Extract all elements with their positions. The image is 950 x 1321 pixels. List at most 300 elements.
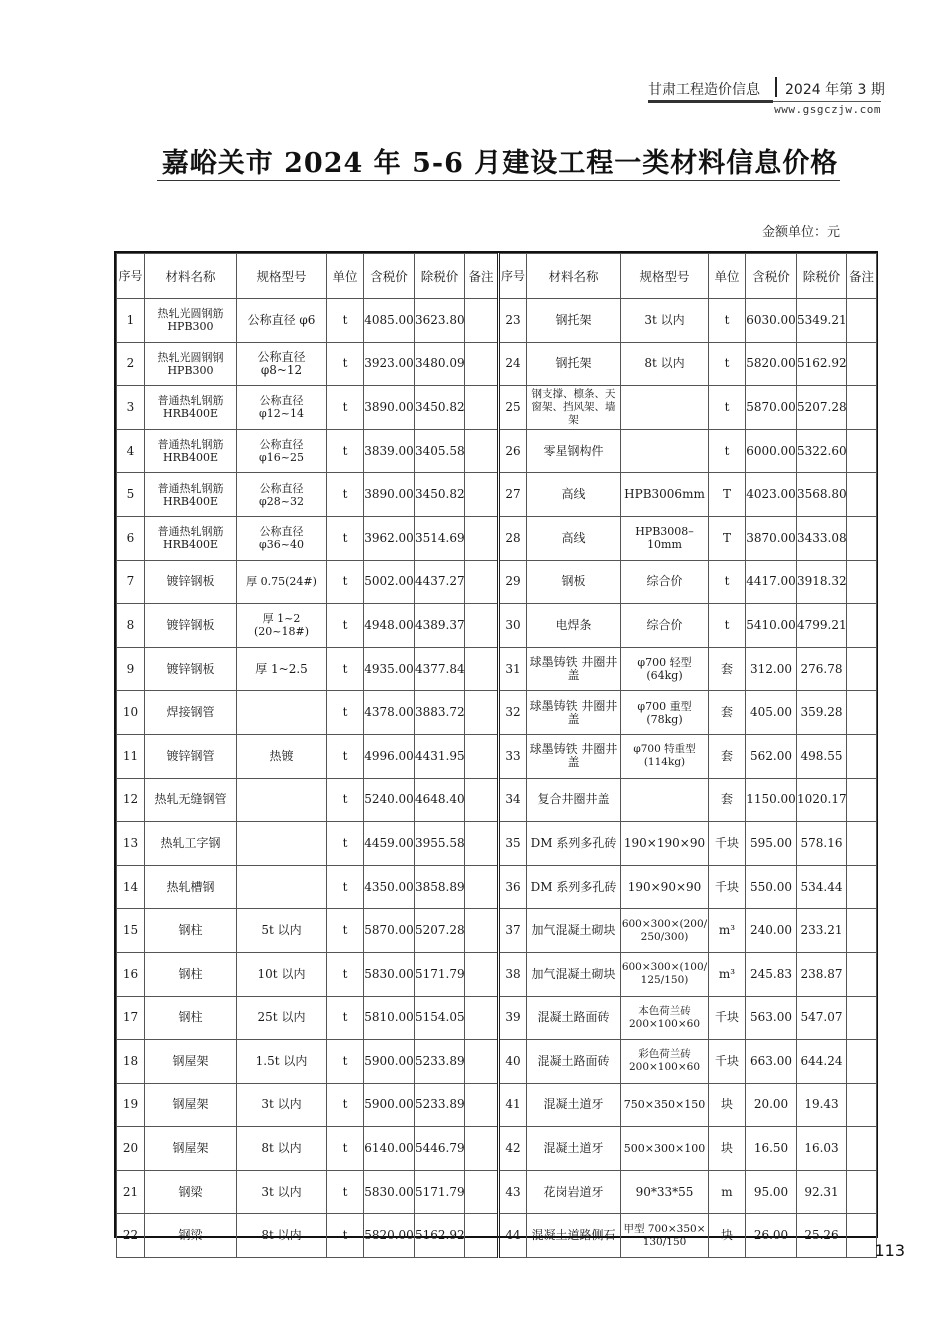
price-without-tax-cell: 5349.21 — [797, 299, 847, 343]
unit-cell: m — [709, 1170, 746, 1214]
remark-cell — [847, 734, 877, 778]
journal-name: 甘肃工程造价信息 — [648, 82, 760, 98]
price-with-tax-cell: 5830.00 — [364, 952, 415, 996]
price-without-tax-cell: 5162.92 — [797, 342, 847, 386]
unit-cell: t — [709, 386, 746, 430]
spec-cell — [621, 386, 709, 430]
material-name-cell: DM 系列多孔砖 — [527, 865, 621, 909]
price-without-tax-cell: 5233.89 — [415, 1040, 465, 1084]
remark-cell — [465, 691, 499, 735]
unit-cell: m³ — [709, 952, 746, 996]
material-name-cell: 钢屋架 — [145, 1127, 237, 1171]
header-unit-right: 单位 — [709, 254, 746, 299]
spec-cell: 公称直径 φ6 — [237, 299, 327, 343]
row-seq-cell: 23 — [499, 299, 527, 343]
material-name-cell: 普通热轧钢筋 HRB400E — [145, 429, 237, 473]
material-name-cell: 加气混凝土砌块 — [527, 909, 621, 953]
price-without-tax-cell: 5207.28 — [415, 909, 465, 953]
header-price-without-tax-left: 除税价 — [415, 254, 465, 299]
price-with-tax-cell: 1150.00 — [746, 778, 797, 822]
material-name-cell: 混凝土路面砖 — [527, 996, 621, 1040]
price-with-tax-cell: 5870.00 — [364, 909, 415, 953]
material-name-cell: 钢梁 — [145, 1170, 237, 1214]
row-seq-cell: 18 — [117, 1040, 145, 1084]
unit-cell: t — [327, 822, 364, 866]
row-seq-cell: 31 — [499, 647, 527, 691]
price-with-tax-cell: 3839.00 — [364, 429, 415, 473]
unit-cell: 块 — [709, 1127, 746, 1171]
unit-cell: 套 — [709, 734, 746, 778]
row-seq-cell: 12 — [117, 778, 145, 822]
row-seq-cell: 3 — [117, 386, 145, 430]
spec-cell — [237, 822, 327, 866]
price-with-tax-cell: 312.00 — [746, 647, 797, 691]
price-with-tax-cell: 4378.00 — [364, 691, 415, 735]
table-row — [117, 1170, 877, 1214]
header-unit-left: 单位 — [327, 254, 364, 299]
unit-cell: t — [709, 429, 746, 473]
price-with-tax-cell: 3923.00 — [364, 342, 415, 386]
remark-cell — [465, 299, 499, 343]
unit-cell: t — [327, 1083, 364, 1127]
row-seq-cell: 2 — [117, 342, 145, 386]
header-spec-right: 规格型号 — [621, 254, 709, 299]
unit-cell: t — [327, 516, 364, 560]
unit-cell: 块 — [709, 1083, 746, 1127]
table-row — [117, 560, 877, 604]
unit-cell: t — [327, 604, 364, 648]
price-without-tax-cell: 233.21 — [797, 909, 847, 953]
spec-cell: 8t 以内 — [237, 1127, 327, 1171]
row-seq-cell: 43 — [499, 1170, 527, 1214]
material-name-cell: 混凝土路面砖 — [527, 1040, 621, 1084]
material-name-cell: 镀锌钢板 — [145, 560, 237, 604]
row-seq-cell: 17 — [117, 996, 145, 1040]
price-with-tax-cell: 95.00 — [746, 1170, 797, 1214]
material-name-cell: 高线 — [527, 516, 621, 560]
page-title: 嘉峪关市 2024 年 5-6 月建设工程一类材料信息价格 — [161, 148, 839, 179]
remark-cell — [465, 429, 499, 473]
spec-cell: φ700 轻型 (64kg) — [621, 647, 709, 691]
price-with-tax-cell: 240.00 — [746, 909, 797, 953]
price-without-tax-cell: 1020.17 — [797, 778, 847, 822]
unit-cell: 千块 — [709, 865, 746, 909]
price-without-tax-cell: 547.07 — [797, 996, 847, 1040]
row-seq-cell: 29 — [499, 560, 527, 604]
remark-cell — [465, 342, 499, 386]
remark-cell — [847, 1040, 877, 1084]
unit-cell: t — [327, 647, 364, 691]
price-with-tax-cell: 5820.00 — [364, 1214, 415, 1258]
row-seq-cell: 32 — [499, 691, 527, 735]
table-row — [117, 429, 877, 473]
price-with-tax-cell: 562.00 — [746, 734, 797, 778]
unit-cell: 套 — [709, 778, 746, 822]
material-name-cell: 电焊条 — [527, 604, 621, 648]
price-with-tax-cell: 595.00 — [746, 822, 797, 866]
material-name-cell: 球墨铸铁 井圈井盖 — [527, 734, 621, 778]
row-seq-cell: 30 — [499, 604, 527, 648]
row-seq-cell: 9 — [117, 647, 145, 691]
header-spec-left: 规格型号 — [237, 254, 327, 299]
price-with-tax-cell: 245.83 — [746, 952, 797, 996]
row-seq-cell: 41 — [499, 1083, 527, 1127]
remark-cell — [847, 647, 877, 691]
spec-cell: 彩色荷兰砖 200×100×60 — [621, 1040, 709, 1084]
header-price-with-tax-right: 含税价 — [746, 254, 797, 299]
price-with-tax-cell: 5830.00 — [364, 1170, 415, 1214]
table-row — [117, 516, 877, 560]
material-name-cell: 钢支撑、檩条、天窗架、挡风架、墙架 — [527, 386, 621, 430]
price-with-tax-cell: 3890.00 — [364, 386, 415, 430]
row-seq-cell: 40 — [499, 1040, 527, 1084]
table-row — [117, 299, 877, 343]
unit-cell: t — [327, 1127, 364, 1171]
price-with-tax-cell: 5810.00 — [364, 996, 415, 1040]
remark-cell — [847, 1170, 877, 1214]
spec-cell: 3t 以内 — [237, 1083, 327, 1127]
price-without-tax-cell: 5207.28 — [797, 386, 847, 430]
material-name-cell: 钢梁 — [145, 1214, 237, 1258]
price-without-tax-cell: 5233.89 — [415, 1083, 465, 1127]
spec-cell: 厚 1~2 (20~18#) — [237, 604, 327, 648]
table-row — [117, 604, 877, 648]
remark-cell — [465, 952, 499, 996]
remark-cell — [847, 909, 877, 953]
header-material-name-left: 材料名称 — [145, 254, 237, 299]
unit-cell: 千块 — [709, 822, 746, 866]
remark-cell — [465, 473, 499, 517]
price-with-tax-cell: 26.00 — [746, 1214, 797, 1258]
unit-cell: 套 — [709, 647, 746, 691]
row-seq-cell: 8 — [117, 604, 145, 648]
remark-cell — [847, 865, 877, 909]
header-remark-left: 备注 — [465, 254, 499, 299]
price-with-tax-cell: 6030.00 — [746, 299, 797, 343]
price-with-tax-cell: 5240.00 — [364, 778, 415, 822]
row-seq-cell: 44 — [499, 1214, 527, 1258]
unit-cell: t — [709, 560, 746, 604]
spec-cell: 190×190×90 — [621, 822, 709, 866]
remark-cell — [465, 1127, 499, 1171]
remark-cell — [465, 1170, 499, 1214]
spec-cell: 厚 0.75(24#) — [237, 560, 327, 604]
material-name-cell: 钢托架 — [527, 299, 621, 343]
spec-cell: 公称直径 φ36~40 — [237, 516, 327, 560]
price-without-tax-cell: 5154.05 — [415, 996, 465, 1040]
remark-cell — [465, 1214, 499, 1258]
spec-cell: 3t 以内 — [621, 299, 709, 343]
price-without-tax-cell: 4799.21 — [797, 604, 847, 648]
spec-cell — [621, 778, 709, 822]
spec-cell: 500×300×100 — [621, 1127, 709, 1171]
remark-cell — [465, 516, 499, 560]
price-with-tax-cell: 3870.00 — [746, 516, 797, 560]
material-name-cell: 普通热轧钢筋 HRB400E — [145, 473, 237, 517]
header-seq-left: 序号 — [117, 254, 145, 299]
row-seq-cell: 39 — [499, 996, 527, 1040]
journal-header — [648, 79, 898, 101]
price-without-tax-cell: 4389.37 — [415, 604, 465, 648]
spec-cell — [237, 691, 327, 735]
price-table — [116, 253, 877, 1258]
row-seq-cell: 21 — [117, 1170, 145, 1214]
price-without-tax-cell: 3480.09 — [415, 342, 465, 386]
price-without-tax-cell: 5171.79 — [415, 1170, 465, 1214]
remark-cell — [465, 1040, 499, 1084]
price-without-tax-cell: 5322.60 — [797, 429, 847, 473]
material-name-cell: 混凝土道牙 — [527, 1127, 621, 1171]
remark-cell — [465, 647, 499, 691]
price-without-tax-cell: 3405.58 — [415, 429, 465, 473]
spec-cell: 190×90×90 — [621, 865, 709, 909]
remark-cell — [465, 996, 499, 1040]
spec-cell: 3t 以内 — [237, 1170, 327, 1214]
row-seq-cell: 6 — [117, 516, 145, 560]
row-seq-cell: 10 — [117, 691, 145, 735]
header-separator — [775, 77, 777, 97]
price-with-tax-cell: 4996.00 — [364, 734, 415, 778]
material-name-cell: 镀锌钢管 — [145, 734, 237, 778]
price-without-tax-cell: 3883.72 — [415, 691, 465, 735]
price-with-tax-cell: 4023.00 — [746, 473, 797, 517]
material-name-cell: 焊接钢管 — [145, 691, 237, 735]
header-seq-right: 序号 — [499, 254, 527, 299]
remark-cell — [847, 342, 877, 386]
row-seq-cell: 38 — [499, 952, 527, 996]
row-seq-cell: 4 — [117, 429, 145, 473]
table-row — [117, 473, 877, 517]
price-without-tax-cell: 16.03 — [797, 1127, 847, 1171]
remark-cell — [847, 996, 877, 1040]
unit-cell: m³ — [709, 909, 746, 953]
price-with-tax-cell: 5900.00 — [364, 1083, 415, 1127]
row-seq-cell: 1 — [117, 299, 145, 343]
table-row — [117, 1214, 877, 1258]
row-seq-cell: 34 — [499, 778, 527, 822]
unit-cell: t — [327, 1040, 364, 1084]
price-without-tax-cell: 25.26 — [797, 1214, 847, 1258]
header-price-with-tax-left: 含税价 — [364, 254, 415, 299]
material-name-cell: 球墨铸铁 井圈井盖 — [527, 691, 621, 735]
spec-cell: HPB3006mm — [621, 473, 709, 517]
remark-cell — [465, 386, 499, 430]
spec-cell: 600×300×(100/ 125/150) — [621, 952, 709, 996]
material-name-cell: 高线 — [527, 473, 621, 517]
row-seq-cell: 16 — [117, 952, 145, 996]
price-with-tax-cell: 4935.00 — [364, 647, 415, 691]
price-with-tax-cell: 550.00 — [746, 865, 797, 909]
unit-cell: t — [327, 1170, 364, 1214]
material-name-cell: 普通热轧钢筋 HRB400E — [145, 516, 237, 560]
row-seq-cell: 20 — [117, 1127, 145, 1171]
row-seq-cell: 25 — [499, 386, 527, 430]
spec-cell: 600×300×(200/ 250/300) — [621, 909, 709, 953]
unit-cell: t — [327, 691, 364, 735]
material-name-cell: 镀锌钢板 — [145, 604, 237, 648]
unit-cell: t — [709, 604, 746, 648]
remark-cell — [847, 691, 877, 735]
unit-cell: t — [327, 473, 364, 517]
material-name-cell: 钢托架 — [527, 342, 621, 386]
price-without-tax-cell: 3450.82 — [415, 386, 465, 430]
price-with-tax-cell: 5900.00 — [364, 1040, 415, 1084]
currency-unit-note: 金额单位：元 — [761, 225, 840, 240]
remark-cell — [465, 734, 499, 778]
material-name-cell: 热轧槽钢 — [145, 865, 237, 909]
price-without-tax-cell: 359.28 — [797, 691, 847, 735]
remark-cell — [847, 560, 877, 604]
header-material-name-right: 材料名称 — [527, 254, 621, 299]
row-seq-cell: 42 — [499, 1127, 527, 1171]
spec-cell: φ700 重型 (78kg) — [621, 691, 709, 735]
remark-cell — [465, 1083, 499, 1127]
unit-cell: t — [327, 342, 364, 386]
material-name-cell: 球墨铸铁 井圈井盖 — [527, 647, 621, 691]
table-row — [117, 778, 877, 822]
remark-cell — [465, 909, 499, 953]
price-without-tax-cell: 4431.95 — [415, 734, 465, 778]
price-without-tax-cell: 19.43 — [797, 1083, 847, 1127]
price-with-tax-cell: 405.00 — [746, 691, 797, 735]
price-with-tax-cell: 16.50 — [746, 1127, 797, 1171]
price-without-tax-cell: 3450.82 — [415, 473, 465, 517]
price-with-tax-cell: 6000.00 — [746, 429, 797, 473]
remark-cell — [847, 1127, 877, 1171]
spec-cell: 厚 1~2.5 — [237, 647, 327, 691]
row-seq-cell: 36 — [499, 865, 527, 909]
price-without-tax-cell: 5446.79 — [415, 1127, 465, 1171]
spec-cell: 8t 以内 — [621, 342, 709, 386]
material-name-cell: 热轧光圆钢筋 HPB300 — [145, 299, 237, 343]
price-without-tax-cell: 276.78 — [797, 647, 847, 691]
remark-cell — [847, 778, 877, 822]
material-name-cell: 混凝土道路侧石 — [527, 1214, 621, 1258]
unit-cell: t — [327, 734, 364, 778]
row-seq-cell: 13 — [117, 822, 145, 866]
material-name-cell: 钢屋架 — [145, 1040, 237, 1084]
unit-cell: t — [327, 778, 364, 822]
row-seq-cell: 26 — [499, 429, 527, 473]
price-without-tax-cell: 5171.79 — [415, 952, 465, 996]
table-row — [117, 647, 877, 691]
material-name-cell: 花岗岩道牙 — [527, 1170, 621, 1214]
remark-cell — [465, 822, 499, 866]
remark-cell — [465, 560, 499, 604]
table-row — [117, 1127, 877, 1171]
material-name-cell: 镀锌钢板 — [145, 647, 237, 691]
spec-cell: 本色荷兰砖 200×100×60 — [621, 996, 709, 1040]
material-name-cell: 热轧光圆钢钢 HPB300 — [145, 342, 237, 386]
price-without-tax-cell: 238.87 — [797, 952, 847, 996]
spec-cell: 10t 以内 — [237, 952, 327, 996]
unit-cell: t — [327, 909, 364, 953]
material-name-cell: 钢板 — [527, 560, 621, 604]
row-seq-cell: 5 — [117, 473, 145, 517]
price-without-tax-cell: 92.31 — [797, 1170, 847, 1214]
journal-url: www.gsgczjw.com — [774, 103, 881, 116]
table-row — [117, 1040, 877, 1084]
unit-cell: t — [327, 299, 364, 343]
spec-cell — [621, 429, 709, 473]
price-without-tax-cell: 5162.92 — [415, 1214, 465, 1258]
spec-cell: 甲型 700×350× 130/150 — [621, 1214, 709, 1258]
remark-cell — [465, 865, 499, 909]
remark-cell — [465, 778, 499, 822]
row-seq-cell: 35 — [499, 822, 527, 866]
table-row — [117, 342, 877, 386]
remark-cell — [847, 952, 877, 996]
title-underline — [157, 180, 840, 181]
table-row — [117, 822, 877, 866]
price-without-tax-cell: 534.44 — [797, 865, 847, 909]
spec-cell — [237, 865, 327, 909]
spec-cell: 750×350×150 — [621, 1083, 709, 1127]
remark-cell — [847, 516, 877, 560]
journal-issue: 2024 年第 3 期 — [785, 82, 885, 98]
spec-cell: 90*33*55 — [621, 1170, 709, 1214]
table-row — [117, 1083, 877, 1127]
price-with-tax-cell: 6140.00 — [364, 1127, 415, 1171]
unit-cell: t — [327, 865, 364, 909]
price-with-tax-cell: 4459.00 — [364, 822, 415, 866]
price-with-tax-cell: 663.00 — [746, 1040, 797, 1084]
table-row — [117, 386, 877, 430]
material-name-cell: 普通热轧钢筋 HRB400E — [145, 386, 237, 430]
price-with-tax-cell: 563.00 — [746, 996, 797, 1040]
spec-cell: 综合价 — [621, 560, 709, 604]
table-row — [117, 909, 877, 953]
row-seq-cell: 37 — [499, 909, 527, 953]
unit-cell: t — [709, 342, 746, 386]
price-with-tax-cell: 3962.00 — [364, 516, 415, 560]
unit-cell: t — [327, 560, 364, 604]
row-seq-cell: 14 — [117, 865, 145, 909]
material-name-cell: 钢柱 — [145, 952, 237, 996]
price-without-tax-cell: 4437.27 — [415, 560, 465, 604]
remark-cell — [847, 473, 877, 517]
remark-cell — [847, 1083, 877, 1127]
remark-cell — [847, 604, 877, 648]
header-remark-right: 备注 — [847, 254, 877, 299]
row-seq-cell: 24 — [499, 342, 527, 386]
spec-cell: 8t 以内 — [237, 1214, 327, 1258]
table-row — [117, 996, 877, 1040]
price-with-tax-cell: 20.00 — [746, 1083, 797, 1127]
header-price-without-tax-right: 除税价 — [797, 254, 847, 299]
table-row — [117, 865, 877, 909]
row-seq-cell: 19 — [117, 1083, 145, 1127]
price-with-tax-cell: 5002.00 — [364, 560, 415, 604]
price-without-tax-cell: 4648.40 — [415, 778, 465, 822]
spec-cell: 公称直径 φ28~32 — [237, 473, 327, 517]
material-name-cell: 加气混凝土砌块 — [527, 952, 621, 996]
spec-cell — [237, 778, 327, 822]
table-row — [117, 734, 877, 778]
row-seq-cell: 33 — [499, 734, 527, 778]
spec-cell: 5t 以内 — [237, 909, 327, 953]
row-seq-cell: 27 — [499, 473, 527, 517]
price-with-tax-cell: 5870.00 — [746, 386, 797, 430]
unit-cell: t — [327, 386, 364, 430]
spec-cell: HPB3008–10mm — [621, 516, 709, 560]
price-table-frame — [114, 251, 878, 1248]
material-name-cell: 钢柱 — [145, 996, 237, 1040]
price-with-tax-cell: 3890.00 — [364, 473, 415, 517]
unit-cell: 千块 — [709, 1040, 746, 1084]
price-with-tax-cell: 5410.00 — [746, 604, 797, 648]
spec-cell: 综合价 — [621, 604, 709, 648]
